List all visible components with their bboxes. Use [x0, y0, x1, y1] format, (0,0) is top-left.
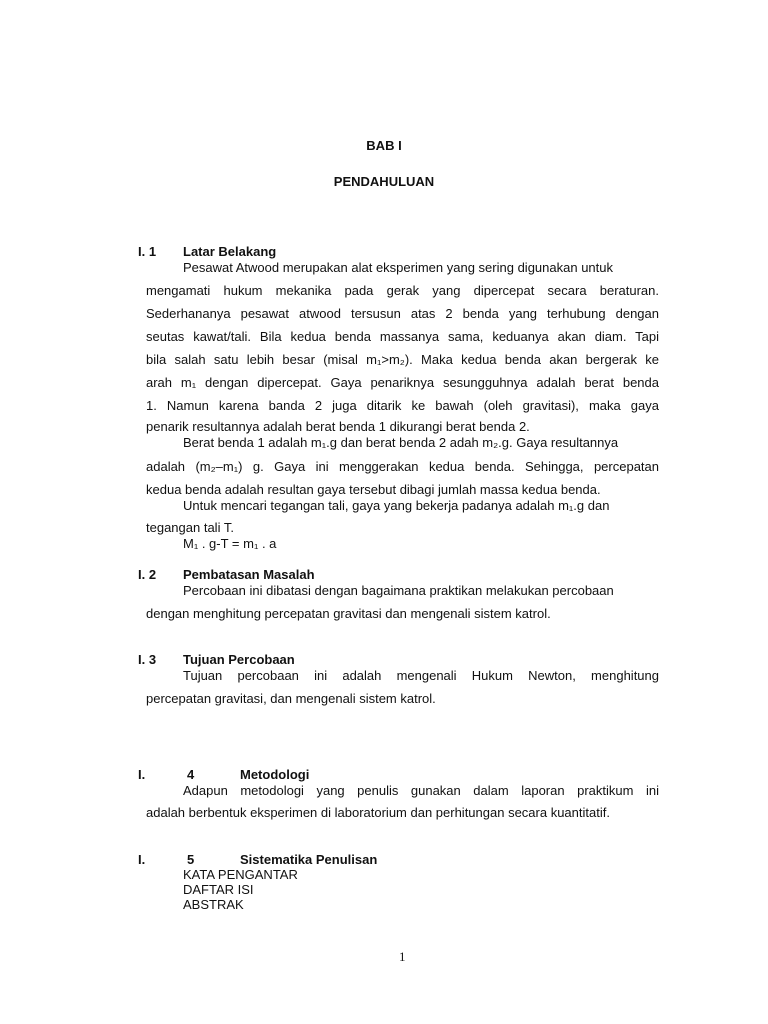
chapter-title: PENDAHULUAN — [333, 174, 435, 189]
s5-item-abstrak: ABSTRAK — [183, 897, 244, 912]
s1-p1-line-4: bila salah satu lebih besar (misal m₁>m₂). Maka kedua benda akan bergerak ke — [146, 352, 659, 367]
section-4-heading: Metodologi — [240, 767, 310, 782]
s2-line-1: dengan menghitung percepatan gravitasi dan mengenali sistem katrol. — [146, 606, 551, 621]
page-number: 1 — [399, 949, 406, 964]
s1-p2-line-2: kedua benda adalah resultan gaya tersebut dibagi jumlah massa kedua benda. — [146, 482, 601, 497]
section-5-number: 5 — [187, 852, 195, 867]
section-1-heading: Latar Belakang — [183, 244, 277, 259]
s1-p1-line-1: mengamati hukum mekanika pada gerak yang dipercepat secara beraturan. — [146, 283, 659, 298]
s4-line-0: Adapun metodologi yang penulis gunakan dalam laporan praktikum ini — [183, 783, 659, 798]
s1-p2-line-1: adalah (m₂–m₁) g. Gaya ini menggerakan kedua benda. Sehingga, percepatan — [146, 459, 659, 474]
s4-line-1: adalah berbentuk eksperimen di laboratorium dan perhitungan secara kuantitatif. — [146, 805, 610, 820]
s1-p1-line-0: Pesawat Atwood merupakan alat eksperimen yang sering digunakan untuk — [183, 260, 613, 275]
s1-p1-line-3: seutas kawat/tali. Bila kedua benda massanya sama, keduanya akan diam. Tapi — [146, 329, 659, 344]
s1-formula: M₁ . g-T = m₁ . a — [183, 536, 277, 551]
s1-p1-line-5: arah m₁ dengan dipercepat. Gaya penariknya sesungguhnya adalah berat benda — [146, 375, 659, 390]
s2-line-0: Percobaan ini dibatasi dengan bagaimana praktikan melakukan percobaan — [183, 583, 614, 598]
s1-p3-line-1: tegangan tali T. — [146, 520, 234, 535]
section-1-number: I. 1 — [138, 244, 157, 259]
s3-line-1: percepatan gravitasi, dan mengenali sistem katrol. — [146, 691, 436, 706]
s3-line-0: Tujuan percobaan ini adalah mengenali Hukum Newton, menghitung — [183, 668, 659, 683]
s5-item-kata-pengantar: KATA PENGANTAR — [183, 867, 298, 882]
section-4-roman: I. — [138, 767, 146, 782]
section-3-heading: Tujuan Percobaan — [183, 652, 295, 667]
s1-p1-line-7: penarik resultannya adalah berat benda 1 dikurangi berat benda 2. — [146, 419, 530, 434]
chapter-label: BAB I — [366, 138, 402, 153]
section-2-number: I. 2 — [138, 567, 157, 582]
s1-p3-line-0: Untuk mencari tegangan tali, gaya yang bekerja padanya adalah m₁.g dan — [183, 498, 610, 513]
section-4-number: 4 — [187, 767, 195, 782]
s1-p1-line-2: Sederhananya pesawat atwood tersusun atas 2 benda yang terhubung dengan — [146, 306, 659, 321]
s1-p2-line-0: Berat benda 1 adalah m₁.g dan berat benda 2 adah m₂.g. Gaya resultannya — [183, 435, 619, 450]
section-2-heading: Pembatasan Masalah — [183, 567, 315, 582]
s5-item-daftar-isi: DAFTAR ISI — [183, 882, 254, 897]
section-3-number: I. 3 — [138, 652, 157, 667]
section-5-roman: I. — [138, 852, 146, 867]
section-5-heading: Sistematika Penulisan — [240, 852, 378, 867]
s1-p1-line-6: 1. Namun karena banda 2 juga ditarik ke bawah (oleh gravitasi), maka gaya — [146, 398, 659, 413]
